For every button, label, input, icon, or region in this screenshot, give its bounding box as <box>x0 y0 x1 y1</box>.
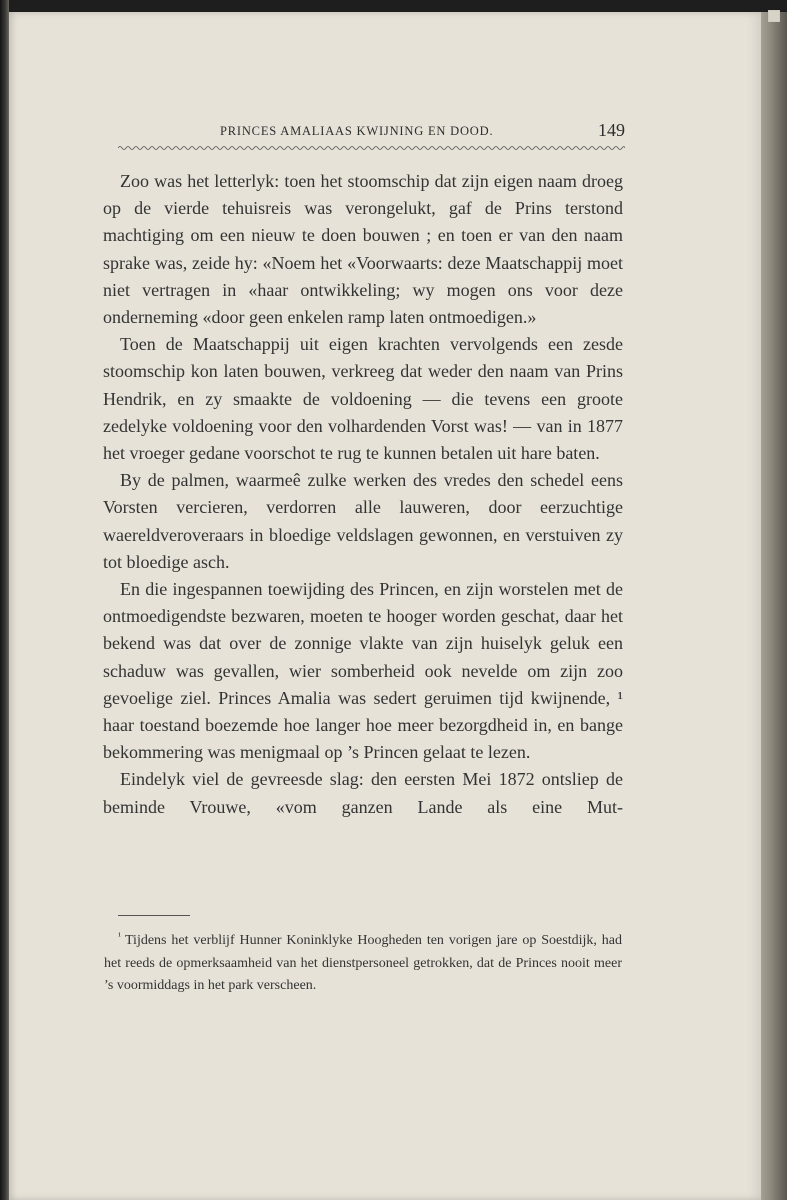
body-text <box>103 168 623 821</box>
scan-corner-marker <box>768 10 780 22</box>
book-spine-edge <box>0 0 9 1200</box>
footnote-text: Tijdens het verblijf Hunner Koninklyke Hoogheden ten vorigen jare op Soestdijk, had het reeds de opmerksaamheid van het dienstpersoneel getrokken, dat de Princes nooit meer ’s voormiddags in het park verscheen. <box>104 933 622 993</box>
footnote <box>104 926 622 998</box>
page-number: 149 <box>598 120 625 140</box>
footnote-rule <box>118 915 190 916</box>
running-header <box>220 122 625 142</box>
paragraph-5: Eindelyk viel de gevreesde slag: den eersten Mei 1872 ontsliep de beminde Vrouwe, «vom ganzen Lande als eine Mut- <box>103 769 623 817</box>
paragraph-1: Zoo was het letterlyk: toen het stoomschip dat zijn eigen naam droeg op de vierde tehuisreis was verongelukt, gaf de Prins terstond machtiging om een nieuw te doen bouwen ; en toen er van den naam sprake was, zeide hy: «Noem het «Voorwaarts: deze Maatschappij moet niet vertragen in «haar ontwikkeling; wy mogen ons voor deze onderneming «door geen enkelen ramp laten ontmoedigen.» <box>103 171 623 328</box>
header-wavy-rule <box>118 145 625 151</box>
paragraph-2: Toen de Maatschappij uit eigen krachten vervolgends een zesde stoomschip kon laten bouwen, verkreeg dat weder den naam van Prins Hendrik, en zy smaakte de voldoening — die tevens een groote zedelyke voldoening voor den volhardenden Vorst was! — van in 1877 het vroeger gedane voorschot te rug te kunnen betalen uit hare baten. <box>103 334 623 464</box>
running-title: PRINCES AMALIAAS KWIJNING EN DOOD. <box>220 124 494 138</box>
footnote-marker: ¹ <box>118 931 121 942</box>
page-stack-edge <box>760 12 787 1200</box>
paragraph-3: By de palmen, waarmeê zulke werken des vredes den schedel eens Vorsten vercieren, verdorren alle lauweren, door eerzuchtige waereldveroveraars in bloedige veldslagen gewonnen, en verstuiven zy tot bloedige asch. <box>103 470 623 572</box>
paragraph-4: En die ingespannen toewijding des Princen, en zijn worstelen met de ontmoedigendste bezwaren, moeten te hooger worden geschat, daar het bekend was dat over de zonnige vlakte van zijn huiselyk geluk een schaduw was gevallen, wier somberheid ook nevelde om zijn zoo gevoelige ziel. Princes Amalia was sedert geruimen tijd kwijnende, ¹ haar toestand boezemde hoe langer hoe meer bezorgdheid in, en bange bekommering was menigmaal op ’s Princen gelaat te lezen. <box>103 579 623 763</box>
